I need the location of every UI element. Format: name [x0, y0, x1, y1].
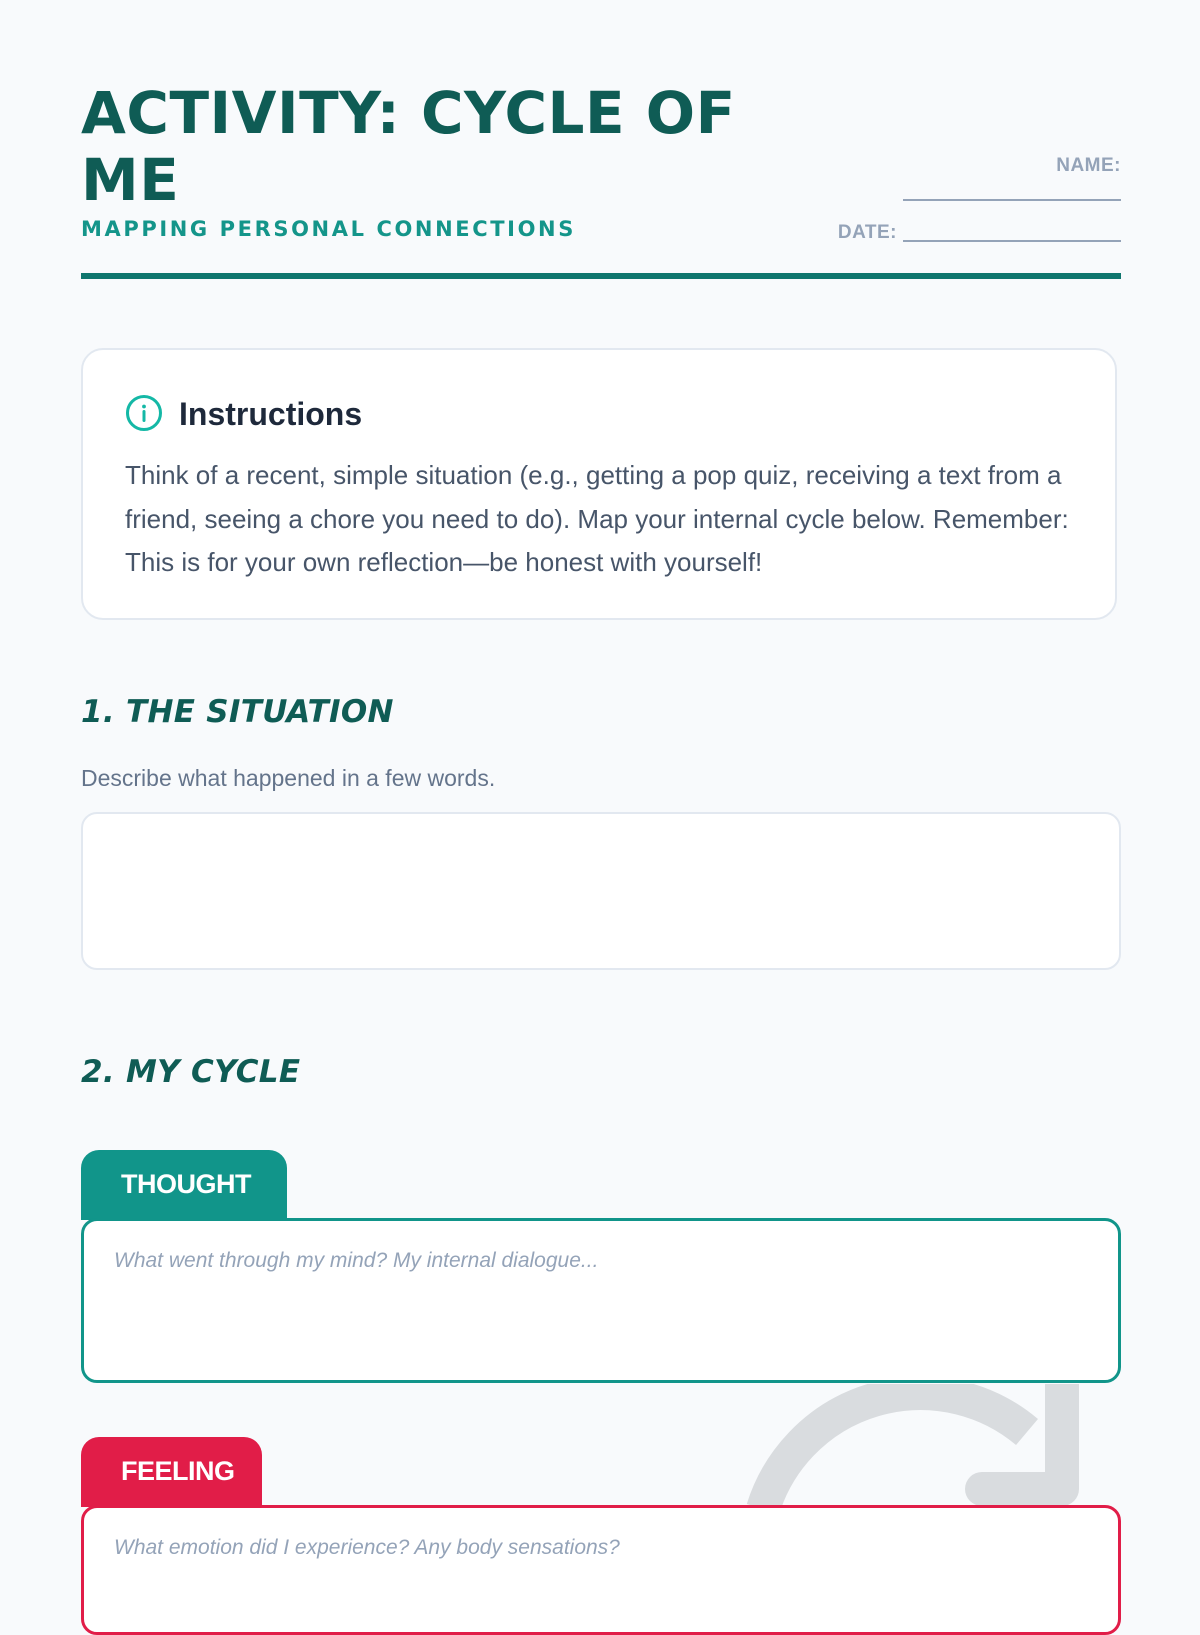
- instructions-text: Think of a recent, simple situation (e.g., getting a pop quiz, receiving a text from a friend, seeing a chore you need to do). Map your internal cycle below. Remember: This is for your own reflection—be honest with yourself!: [125, 460, 1069, 577]
- thought-input[interactable]: [81, 1218, 1121, 1383]
- worksheet-page: [81, 0, 1121, 1559]
- info-icon: [125, 394, 163, 432]
- section-title-cycle: 2. MY CYCLE: [81, 1054, 301, 1090]
- section-title-situation: 1. THE SITUATION: [81, 694, 394, 730]
- page-title: ACTIVITY: CYCLE OF ME: [81, 79, 736, 214]
- situation-description: Describe what happened in a few words.: [81, 765, 496, 791]
- name-label: NAME:: [1056, 155, 1121, 176]
- page-subtitle: MAPPING PERSONAL CONNECTIONS: [81, 217, 576, 241]
- thought-placeholder: What went through my mind? My internal dialogue...: [114, 1249, 599, 1272]
- instructions-card: [81, 348, 1117, 620]
- worksheet-header: [81, 0, 1121, 281]
- date-field[interactable]: [903, 240, 1121, 242]
- name-field[interactable]: [903, 199, 1121, 201]
- situation-input[interactable]: [81, 812, 1121, 970]
- date-label: DATE:: [837, 222, 897, 243]
- feeling-input[interactable]: [81, 1505, 1121, 1635]
- cycle-arrow-icon: [667, 1384, 1107, 1509]
- feeling-tab: FEELING: [81, 1437, 262, 1507]
- instructions-title: Instructions: [179, 396, 363, 432]
- feeling-placeholder: What emotion did I experience? Any body sensations?: [114, 1536, 620, 1559]
- header-divider: [81, 273, 1121, 279]
- thought-tab: THOUGHT: [81, 1150, 287, 1220]
